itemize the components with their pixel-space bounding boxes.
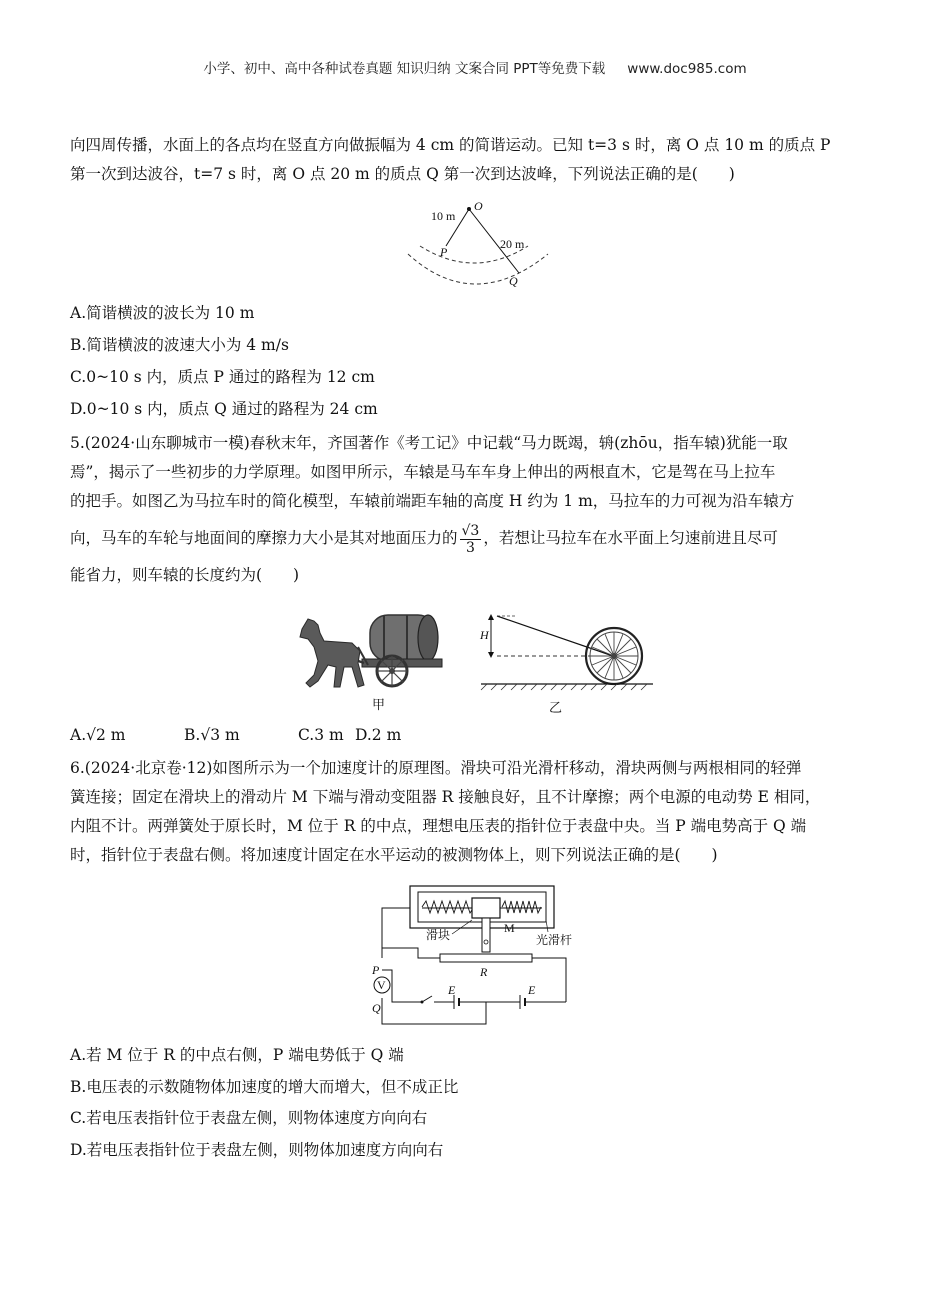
q4-label-q: Q	[509, 274, 518, 288]
q5-stem	[70, 429, 890, 590]
q5-option-b[interactable]: B.√3 m	[184, 726, 240, 744]
q5-label-yi: 乙	[549, 701, 563, 716]
q5-option-d[interactable]: D.2 m	[355, 726, 402, 744]
q5-line-3: 的把手。如图乙为马拉车时的简化模型，车辕前端距车轴的高度 H 约为 1 m，马拉车的力可视为沿车辕方	[70, 492, 795, 510]
q6-label-slider: 滑块	[426, 928, 451, 942]
q6-left-spring	[422, 901, 474, 913]
q6-label-rod: 光滑杆	[536, 933, 573, 947]
q4-label-o: O	[474, 199, 483, 213]
page-header	[0, 57, 950, 77]
q5-option-c[interactable]: C.3 m	[298, 726, 344, 744]
q6-wire-right-r	[532, 958, 566, 1002]
q5-line-4	[70, 516, 890, 561]
q5-line-2: 焉”，揭示了一些初步的力学原理。如图甲所示，车辕是马车车身上伸出的两根直木，它是驾在马上拉车	[70, 463, 776, 481]
q6-stem	[70, 754, 890, 870]
q5-horse	[300, 619, 364, 687]
q6-label-e1: E	[448, 983, 456, 997]
q4-line-2: 第一次到达波谷，t=7 s 时，离 O 点 20 m 的质点 Q 第一次到达波峰，下列说法正确的是( )	[70, 165, 735, 183]
q6-line-1: 6.(2024·北京卷·12)如图所示为一个加速度计的原理图。滑块可沿光滑杆移动，滑块两侧与两根相同的轻弹	[70, 759, 802, 777]
q6-option-a[interactable]: A.若 M 位于 R 的中点右侧，P 端电势低于 Q 端	[70, 1046, 404, 1064]
q4-option-b[interactable]: B.简谐横波的波速大小为 4 m/s	[70, 336, 289, 354]
q4-label-10m: 10 m	[431, 209, 456, 223]
q5-option-a[interactable]: A.√2 m	[70, 726, 126, 744]
q6-line-2: 簧连接；固定在滑块上的滑动片 M 下端与滑动变阻器 R 接触良好，且不计摩擦；两个电源的电动势 E 相同，	[70, 788, 821, 806]
q6-option-b[interactable]: B.电压表的示数随物体加速度的增大而增大，但不成正比	[70, 1078, 459, 1096]
q5-fraction	[460, 523, 482, 556]
q4-option-a[interactable]: A.简谐横波的波长为 10 m	[70, 304, 255, 322]
q6-line-4: 时，指针位于表盘右侧。将加速度计固定在水平运动的被测物体上，则下列说法正确的是( )	[70, 846, 718, 864]
q5-label-h: H	[480, 628, 489, 642]
q5-line-4-post: ，若想让马拉车在水平面上匀速前进且尽可	[483, 529, 778, 547]
q4-label-20m: 20 m	[500, 237, 525, 251]
q6-label-v: V	[377, 978, 386, 992]
q5-label-jia: 甲	[372, 698, 386, 713]
q6-line-3: 内阻不计。两弹簧处于原长时，M 位于 R 的中点，理想电压表的指针位于表盘中央。当 P 端电势高于 Q 端	[70, 817, 807, 835]
q6-wire-top	[382, 908, 410, 958]
q4-option-c[interactable]: C.0~10 s 内，质点 P 通过的路程为 12 cm	[70, 368, 375, 386]
q6-wire-left-r	[382, 948, 440, 958]
q5-frac-num: √3	[461, 522, 480, 539]
q5-frac-den: 3	[465, 539, 475, 556]
q4-label-p: P	[440, 245, 448, 259]
q5-line-1: 5.(2024·山东聊城市一模)春秋末年，齐国著作《考工记》中记载“马力既竭，辀(zhōu，指车辕)犹能一取	[70, 434, 788, 452]
header-text: 小学、初中、高中各种试卷真题 知识归纳 文案合同 PPT等免费下载	[203, 61, 606, 77]
q4-outer-arc	[408, 254, 548, 284]
q4-wave-figure	[400, 196, 560, 296]
q6-label-p: P	[372, 963, 380, 977]
q6-circuit-figure	[368, 884, 588, 1030]
q5-model-figure	[477, 612, 657, 697]
q4-line-1: 向四周传播，水面上的各点均在竖直方向做振幅为 4 cm 的简谐运动。已知 t=3 s 时，离 O 点 10 m 的质点 P	[70, 136, 831, 154]
q6-m-stem	[482, 918, 490, 952]
q4-option-d[interactable]: D.0~10 s 内，质点 Q 通过的路程为 24 cm	[70, 400, 378, 418]
q6-resistor	[440, 954, 532, 962]
q5-line-5: 能省力，则车辕的长度约为( )	[70, 566, 300, 584]
q6-option-d[interactable]: D.若电压表指针位于表盘左侧，则物体加速度方向向右	[70, 1141, 444, 1159]
q6-slider-block	[472, 898, 500, 918]
q4-point-o	[467, 207, 471, 211]
q5-barrel-end	[418, 615, 438, 661]
q5-line-4-pre: 向，马车的车轮与地面间的摩擦力大小是其对地面压力的	[70, 529, 458, 547]
q6-label-r: R	[480, 965, 488, 979]
q6-label-e2: E	[528, 983, 536, 997]
q6-label-m: M	[504, 921, 515, 935]
q6-label-q: Q	[372, 1001, 381, 1015]
q6-right-spring	[502, 901, 541, 913]
q6-option-c[interactable]: C.若电压表指针位于表盘左侧，则物体速度方向向右	[70, 1109, 428, 1127]
header-url[interactable]: www.doc985.com	[627, 61, 747, 77]
q4-stem	[70, 131, 890, 189]
